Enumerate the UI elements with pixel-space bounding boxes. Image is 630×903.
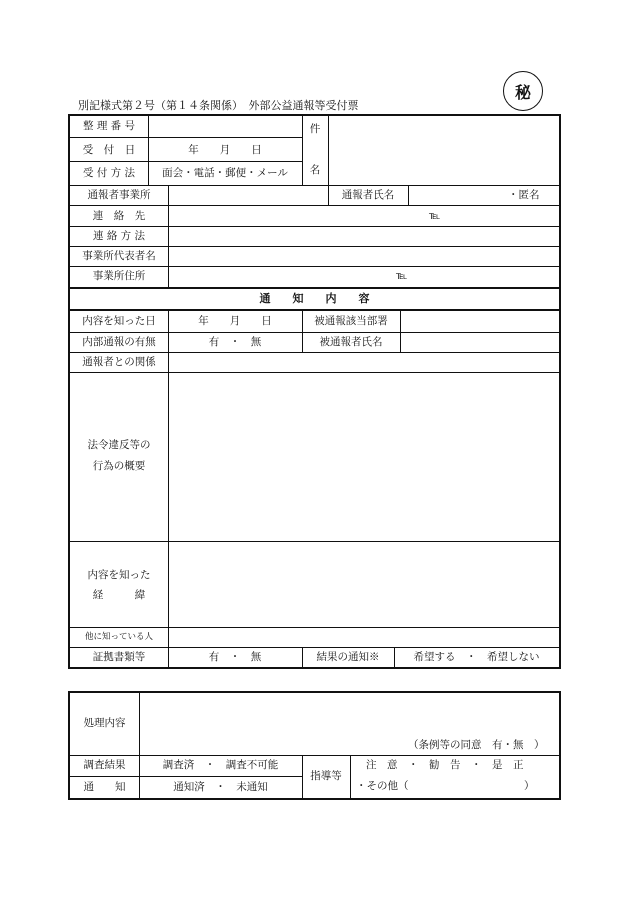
known-date-value: 年 月 日 (198, 315, 272, 327)
relation-label: 通報者との関係 (82, 356, 156, 368)
notification-value: 通知済 ・ 未通知 (173, 781, 268, 793)
internal-value: 有 ・ 無 (208, 336, 262, 348)
tel-icon: ℡ (429, 210, 441, 222)
summary-label-1: 法令違反等の (87, 439, 151, 451)
notice-section-title: 通 知 内 容 (259, 292, 370, 305)
others-label: 他に知っている人 (84, 632, 153, 642)
process-label-2: 経 緯 (92, 589, 146, 601)
investigation-value: 調査済 ・ 調査不可能 (162, 759, 279, 771)
result-notice-value: 希望する ・ 希望しない (413, 651, 540, 663)
uketsuke-bi-date: 年 月 日 (188, 144, 262, 156)
notification-label: 通 知 (83, 781, 126, 793)
uketsuke-hoho-options: 面会・電話・郵便・メール (162, 167, 288, 179)
evidence-value: 有 ・ 無 (208, 651, 262, 663)
seiri-bango-label: 整 理 番 号 (82, 120, 135, 132)
known-date-label: 内容を知った日 (82, 315, 156, 327)
tel-icon: ℡ (396, 270, 408, 282)
kenmei-label-1: 件 (309, 123, 321, 135)
uketsuke-hoho-label: 受 付 方 法 (82, 167, 135, 179)
dept-label: 被通報該当部署 (314, 315, 388, 327)
secret-stamp: 秘 (503, 71, 543, 111)
internal-label: 内部通報の有無 (82, 336, 156, 348)
contact-label: 連 絡 先 (92, 210, 146, 222)
guidance-other: ・その他（ ） (356, 780, 535, 792)
kenmei-label-2: 名 (309, 164, 321, 176)
representative-label: 事業所代表者名 (82, 250, 156, 262)
reported-name-label: 被通報者氏名 (319, 336, 383, 348)
contact-method-label: 連 絡 方 法 (92, 230, 145, 242)
form-title: 別記様式第２号（第１４条関係） 外部公益通報等受付票 (78, 99, 359, 112)
evidence-label: 証拠書類等 (92, 651, 146, 663)
consent-text: （条例等の同意 有・無 ） (408, 739, 545, 751)
content-label: 処理内容 (83, 717, 126, 729)
address-label: 事業所住所 (92, 270, 146, 282)
uketsuke-bi-label: 受 付 日 (82, 144, 136, 156)
guidance-options: 注 意 ・ 勧 告 ・ 是 正 (366, 759, 524, 771)
process-label-1: 内容を知った (87, 569, 151, 581)
guidance-label: 指導等 (310, 770, 342, 782)
result-notice-label: 結果の通知※ (316, 651, 380, 663)
summary-label-2: 行為の概要 (92, 460, 146, 472)
reporter-name-label: 通報者氏名 (341, 189, 395, 201)
anonymous-option: ・匿名 (508, 189, 540, 201)
investigation-label: 調査結果 (83, 759, 126, 771)
jigyosho-label: 通報者事業所 (87, 189, 151, 201)
